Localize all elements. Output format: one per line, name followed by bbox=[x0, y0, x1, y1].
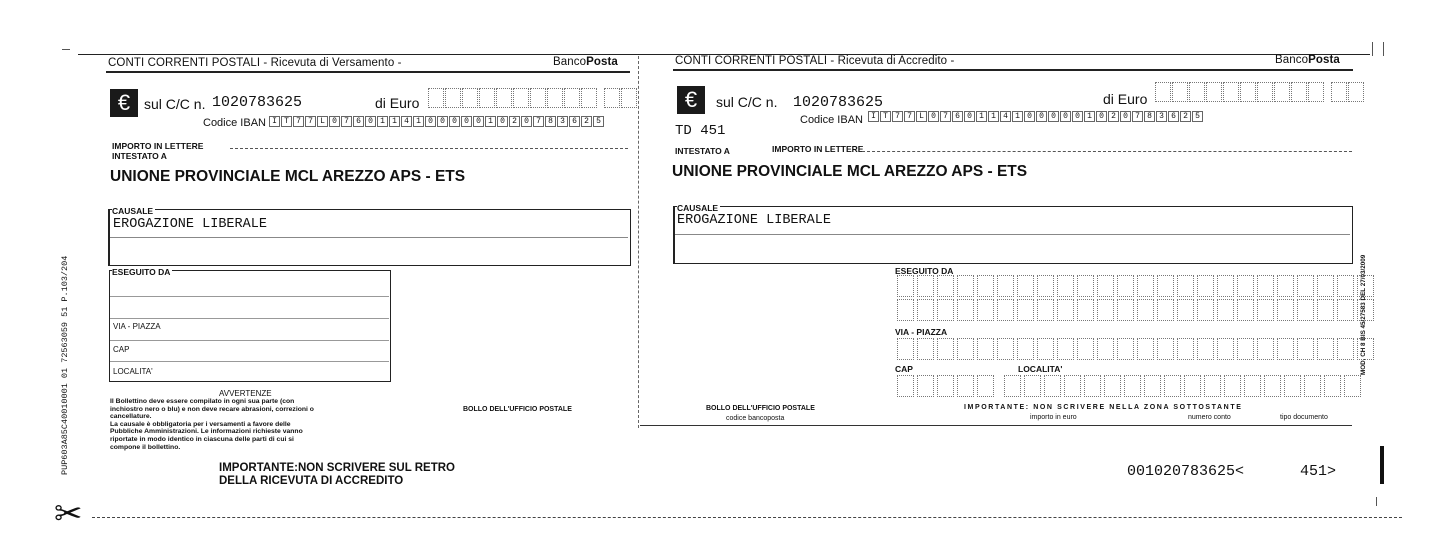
right-iban-label: Codice IBAN bbox=[800, 114, 863, 126]
avvertenze-line: inchiostro nero o blu) e non deve recare abrasioni, correzioni o bbox=[110, 405, 314, 413]
left-importo-line bbox=[230, 148, 628, 149]
input-char-box[interactable] bbox=[1017, 275, 1034, 297]
input-char-box[interactable] bbox=[1044, 375, 1061, 397]
left-brand bbox=[553, 56, 618, 68]
brand-prefix: Banco bbox=[553, 56, 587, 68]
amount-box[interactable] bbox=[513, 88, 529, 108]
input-char-box[interactable] bbox=[897, 375, 914, 397]
input-char-box[interactable] bbox=[1317, 275, 1334, 297]
input-char-box[interactable] bbox=[917, 375, 934, 397]
input-char-box[interactable] bbox=[1077, 275, 1094, 297]
input-char-box[interactable] bbox=[1177, 299, 1194, 321]
input-char-box[interactable] bbox=[937, 338, 954, 360]
left-important-line2: DELLA RICEVUTA DI ACCREDITO bbox=[219, 475, 404, 487]
left-eseguito-line1 bbox=[110, 296, 389, 297]
amount-box[interactable] bbox=[1206, 82, 1222, 102]
iban-char-box: 7 bbox=[904, 111, 915, 122]
input-char-box[interactable] bbox=[1164, 375, 1181, 397]
right-eseguito-label: ESEGUITO DA bbox=[895, 266, 954, 276]
right-intestato-label: INTESTATO A bbox=[675, 146, 730, 156]
iban-char-box: 7 bbox=[293, 116, 304, 127]
input-char-box[interactable] bbox=[957, 375, 974, 397]
input-char-box[interactable] bbox=[1037, 338, 1054, 360]
input-char-box[interactable] bbox=[897, 338, 914, 360]
input-char-box[interactable] bbox=[1337, 275, 1354, 297]
amount-box[interactable] bbox=[479, 88, 495, 108]
left-cap-line bbox=[110, 361, 389, 362]
iban-char-box: 0 bbox=[1048, 111, 1059, 122]
input-char-box[interactable] bbox=[1117, 299, 1134, 321]
amount-box[interactable] bbox=[1291, 82, 1307, 102]
right-brand bbox=[1275, 54, 1340, 66]
iban-char-box: 0 bbox=[461, 116, 472, 127]
cut-line bbox=[92, 517, 1402, 518]
brand-suffix: Posta bbox=[1308, 54, 1340, 66]
input-char-box[interactable] bbox=[937, 275, 954, 297]
iban-char-box: 2 bbox=[581, 116, 592, 127]
amount-box[interactable] bbox=[1274, 82, 1290, 102]
input-char-box[interactable] bbox=[1117, 338, 1134, 360]
iban-char-box: 0 bbox=[329, 116, 340, 127]
iban-char-box: 0 bbox=[449, 116, 460, 127]
left-bollo-label: BOLLO DELL'UFFICIO POSTALE bbox=[463, 406, 572, 413]
iban-char-box: 0 bbox=[1120, 111, 1131, 122]
input-char-box[interactable] bbox=[1277, 299, 1294, 321]
input-char-box[interactable] bbox=[1204, 375, 1221, 397]
input-char-box[interactable] bbox=[1297, 299, 1314, 321]
input-char-box[interactable] bbox=[1324, 375, 1341, 397]
input-char-box[interactable] bbox=[1244, 375, 1261, 397]
amount-box[interactable] bbox=[1257, 82, 1273, 102]
iban-char-box: 7 bbox=[892, 111, 903, 122]
left-account-number: 1020783625 bbox=[212, 94, 303, 111]
left-causale-divider bbox=[110, 237, 628, 238]
amount-box[interactable] bbox=[496, 88, 512, 108]
amount-box[interactable] bbox=[428, 88, 444, 108]
left-eseguito-label: ESEGUITO DA bbox=[112, 267, 171, 277]
input-char-box[interactable] bbox=[1144, 375, 1161, 397]
right-causale-divider bbox=[675, 234, 1350, 235]
input-char-box[interactable] bbox=[1197, 338, 1214, 360]
input-char-box[interactable] bbox=[1317, 338, 1334, 360]
iban-char-box: 6 bbox=[353, 116, 364, 127]
amount-box[interactable] bbox=[604, 88, 620, 108]
right-cap-row[interactable] bbox=[897, 375, 997, 397]
brand-prefix: Banco bbox=[1275, 54, 1309, 66]
right-small-tick bbox=[1376, 497, 1377, 506]
left-account-label: sul C/C n. bbox=[144, 96, 206, 112]
iban-char-box: 0 bbox=[473, 116, 484, 127]
iban-char-box: 1 bbox=[976, 111, 987, 122]
iban-char-box: 1 bbox=[1012, 111, 1023, 122]
iban-char-box: 6 bbox=[1168, 111, 1179, 122]
left-iban-boxes bbox=[269, 116, 605, 127]
input-char-box[interactable] bbox=[1137, 299, 1154, 321]
iban-char-box: 6 bbox=[952, 111, 963, 122]
left-header-title: CONTI CORRENTI POSTALI - Ricevuta di Versamento - bbox=[108, 57, 402, 69]
avvertenze-line: cancellature. bbox=[110, 413, 152, 421]
iban-char-box: 0 bbox=[1072, 111, 1083, 122]
input-char-box[interactable] bbox=[1237, 275, 1254, 297]
right-bollo-label: BOLLO DELL'UFFICIO POSTALE bbox=[706, 405, 815, 412]
right-header-rule bbox=[673, 69, 1353, 71]
input-char-box[interactable] bbox=[1217, 338, 1234, 360]
iban-char-box: 0 bbox=[497, 116, 508, 127]
iban-char-box: 2 bbox=[1180, 111, 1191, 122]
euro-icon: € bbox=[677, 86, 705, 114]
input-char-box[interactable] bbox=[1184, 375, 1201, 397]
input-char-box[interactable] bbox=[1084, 375, 1101, 397]
right-bar-mark bbox=[1380, 446, 1384, 484]
input-char-box[interactable] bbox=[977, 338, 994, 360]
input-char-box[interactable] bbox=[1064, 375, 1081, 397]
input-char-box[interactable] bbox=[1277, 275, 1294, 297]
iban-char-box: 5 bbox=[1192, 111, 1203, 122]
input-char-box[interactable] bbox=[897, 275, 914, 297]
right-account-label: sul C/C n. bbox=[716, 94, 778, 110]
avvertenze-line: compone il bollettino. bbox=[110, 443, 181, 451]
corner-mark bbox=[62, 49, 70, 50]
input-char-box[interactable] bbox=[1217, 299, 1234, 321]
right-numero-conto: numero conto bbox=[1188, 414, 1231, 421]
amount-box[interactable] bbox=[547, 88, 563, 108]
amount-box[interactable] bbox=[445, 88, 461, 108]
avvertenze-line: riportate in modo identico in ciascuna delle parti di cui si bbox=[110, 435, 294, 443]
input-char-box[interactable] bbox=[957, 275, 974, 297]
right-eseguito-row1[interactable] bbox=[897, 275, 1377, 297]
input-char-box[interactable] bbox=[1257, 275, 1274, 297]
left-important-line1: IMPORTANTE:NON SCRIVERE SUL RETRO bbox=[219, 462, 455, 474]
corner-mark-right bbox=[1372, 42, 1384, 56]
input-char-box[interactable] bbox=[1257, 299, 1274, 321]
left-importo-label: IMPORTO IN LETTERE bbox=[112, 141, 204, 151]
input-char-box[interactable] bbox=[1177, 338, 1194, 360]
amount-box[interactable] bbox=[621, 88, 637, 108]
amount-box[interactable] bbox=[564, 88, 580, 108]
input-char-box[interactable] bbox=[1037, 275, 1054, 297]
input-char-box[interactable] bbox=[917, 338, 934, 360]
iban-char-box: 2 bbox=[1108, 111, 1119, 122]
right-causale-value: EROGAZIONE LIBERALE bbox=[677, 213, 831, 228]
input-char-box[interactable] bbox=[917, 275, 934, 297]
input-char-box[interactable] bbox=[1104, 375, 1121, 397]
input-char-box[interactable] bbox=[1097, 275, 1114, 297]
receipt-separator bbox=[638, 56, 639, 428]
iban-char-box: 0 bbox=[1036, 111, 1047, 122]
input-char-box[interactable] bbox=[1257, 338, 1274, 360]
input-char-box[interactable] bbox=[917, 299, 934, 321]
iban-char-box: 1 bbox=[988, 111, 999, 122]
right-localita-label: LOCALITA' bbox=[1018, 364, 1063, 374]
iban-char-box: 6 bbox=[569, 116, 580, 127]
input-char-box[interactable] bbox=[1284, 375, 1301, 397]
input-char-box[interactable] bbox=[1177, 275, 1194, 297]
input-char-box[interactable] bbox=[1057, 299, 1074, 321]
left-via-line bbox=[110, 340, 389, 341]
left-iban-label: Codice IBAN bbox=[203, 117, 266, 129]
right-iban-boxes bbox=[868, 111, 1204, 122]
avvertenze-line: La causale è obbligatoria per i versamenti a favore delle bbox=[110, 420, 291, 428]
input-char-box[interactable] bbox=[1197, 299, 1214, 321]
iban-char-box: 0 bbox=[1024, 111, 1035, 122]
iban-char-box: 0 bbox=[1060, 111, 1071, 122]
iban-char-box: 7 bbox=[341, 116, 352, 127]
input-char-box[interactable] bbox=[1017, 338, 1034, 360]
right-cap-label: CAP bbox=[895, 364, 913, 374]
left-intestato-label: INTESTATO A bbox=[112, 151, 167, 161]
margin-code: PUP603A85C40010001 01 72563059 51 P.103/204 bbox=[60, 255, 70, 475]
iban-char-box: 5 bbox=[593, 116, 604, 127]
right-importo-line bbox=[862, 151, 1352, 152]
left-via-label: VIA - PIAZZA bbox=[113, 322, 161, 331]
avvertenze-line: Il Bollettino deve essere compilato in ogni sua parte (con bbox=[110, 398, 295, 405]
left-header-rule bbox=[106, 71, 630, 73]
input-char-box[interactable] bbox=[1077, 338, 1094, 360]
left-avvertenze-title: AVVERTENZE bbox=[219, 389, 272, 398]
iban-char-box: 4 bbox=[401, 116, 412, 127]
iban-char-box: 8 bbox=[545, 116, 556, 127]
right-ocr-code: 001020783625< bbox=[1127, 463, 1245, 480]
amount-box[interactable] bbox=[1240, 82, 1256, 102]
input-char-box[interactable] bbox=[1264, 375, 1281, 397]
iban-char-box: 1 bbox=[389, 116, 400, 127]
input-char-box[interactable] bbox=[1124, 375, 1141, 397]
amount-box[interactable] bbox=[1155, 82, 1171, 102]
iban-char-box: 2 bbox=[509, 116, 520, 127]
iban-char-box: 4 bbox=[1000, 111, 1011, 122]
input-char-box[interactable] bbox=[977, 275, 994, 297]
input-char-box[interactable] bbox=[1344, 375, 1361, 397]
iban-char-box: 0 bbox=[1096, 111, 1107, 122]
right-td-code: TD 451 bbox=[675, 123, 726, 139]
amount-box[interactable] bbox=[1172, 82, 1188, 102]
iban-char-box: 0 bbox=[964, 111, 975, 122]
input-char-box[interactable] bbox=[997, 338, 1014, 360]
left-amount-boxes[interactable] bbox=[428, 88, 638, 108]
right-header-title: CONTI CORRENTI POSTALI - Ricevuta di Accredito - bbox=[675, 55, 955, 67]
iban-char-box: 7 bbox=[940, 111, 951, 122]
iban-char-box: 7 bbox=[305, 116, 316, 127]
left-cap-label: CAP bbox=[113, 345, 130, 354]
amount-box[interactable] bbox=[1331, 82, 1347, 102]
iban-char-box: 1 bbox=[377, 116, 388, 127]
input-char-box[interactable] bbox=[1217, 275, 1234, 297]
input-char-box[interactable] bbox=[1137, 275, 1154, 297]
iban-char-box: I bbox=[269, 116, 280, 127]
input-char-box[interactable] bbox=[1237, 299, 1254, 321]
iban-char-box: 8 bbox=[1144, 111, 1155, 122]
iban-char-box: 0 bbox=[425, 116, 436, 127]
iban-char-box: 3 bbox=[1156, 111, 1167, 122]
amount-box[interactable] bbox=[1223, 82, 1239, 102]
right-via-row[interactable] bbox=[897, 338, 1377, 360]
right-importo-euro: importo in euro bbox=[1030, 414, 1077, 421]
input-char-box[interactable] bbox=[937, 299, 954, 321]
right-causale-label: CAUSALE bbox=[677, 203, 719, 213]
input-char-box[interactable] bbox=[1057, 338, 1074, 360]
iban-char-box: 7 bbox=[1132, 111, 1143, 122]
iban-char-box: 0 bbox=[365, 116, 376, 127]
amount-box[interactable] bbox=[462, 88, 478, 108]
iban-char-box: 1 bbox=[1084, 111, 1095, 122]
left-beneficiary: UNIONE PROVINCIALE MCL AREZZO APS - ETS bbox=[110, 168, 466, 185]
iban-char-box: 0 bbox=[437, 116, 448, 127]
amount-box[interactable] bbox=[581, 88, 597, 108]
input-char-box[interactable] bbox=[1097, 299, 1114, 321]
input-char-box[interactable] bbox=[957, 299, 974, 321]
left-eseguito-line2 bbox=[110, 318, 389, 319]
amount-box[interactable] bbox=[1348, 82, 1364, 102]
input-char-box[interactable] bbox=[1157, 299, 1174, 321]
right-bottom-rule bbox=[640, 425, 1352, 426]
input-char-box[interactable] bbox=[997, 275, 1014, 297]
right-account-number: 1020783625 bbox=[793, 94, 884, 111]
input-char-box[interactable] bbox=[977, 299, 994, 321]
input-char-box[interactable] bbox=[1237, 338, 1254, 360]
input-char-box[interactable] bbox=[1077, 299, 1094, 321]
left-avvertenze bbox=[110, 398, 392, 451]
brand-suffix: Posta bbox=[586, 56, 618, 68]
right-amount-boxes[interactable] bbox=[1155, 82, 1365, 102]
iban-char-box: T bbox=[880, 111, 891, 122]
scissors-icon: ✂ bbox=[54, 495, 83, 533]
input-char-box[interactable] bbox=[997, 299, 1014, 321]
iban-char-box: 1 bbox=[485, 116, 496, 127]
left-causale-label: CAUSALE bbox=[112, 206, 154, 216]
input-char-box[interactable] bbox=[1157, 338, 1174, 360]
iban-char-box: L bbox=[317, 116, 328, 127]
input-char-box[interactable] bbox=[1157, 275, 1174, 297]
input-char-box[interactable] bbox=[1317, 299, 1334, 321]
iban-char-box: 7 bbox=[533, 116, 544, 127]
right-codice-label: codice bancoposta bbox=[726, 415, 785, 422]
euro-icon: € bbox=[110, 89, 138, 117]
right-importo-label: IMPORTO IN LETTERE bbox=[772, 144, 864, 154]
input-char-box[interactable] bbox=[957, 338, 974, 360]
right-eseguito-row2[interactable] bbox=[897, 299, 1377, 321]
right-ocr-type: 451> bbox=[1300, 463, 1337, 480]
right-mod-text: MOD. CH 8 BIS 45/27583 DEL 27/03/2009 bbox=[1360, 254, 1367, 375]
right-tipo-documento: tipo documento bbox=[1280, 414, 1328, 421]
input-char-box[interactable] bbox=[1304, 375, 1321, 397]
input-char-box[interactable] bbox=[1197, 275, 1214, 297]
amount-box[interactable] bbox=[1308, 82, 1324, 102]
right-important-zone: IMPORTANTE: NON SCRIVERE NELLA ZONA SOTTOSTANTE bbox=[964, 404, 1243, 411]
iban-char-box: 0 bbox=[928, 111, 939, 122]
iban-char-box: T bbox=[281, 116, 292, 127]
right-euro-label: di Euro bbox=[1103, 91, 1148, 107]
avvertenze-line: Pubbliche Amministrazioni. Le informazioni richieste vanno bbox=[110, 428, 303, 436]
input-char-box[interactable] bbox=[1297, 275, 1314, 297]
input-char-box[interactable] bbox=[1097, 338, 1114, 360]
input-char-box[interactable] bbox=[1337, 338, 1354, 360]
iban-char-box: 3 bbox=[557, 116, 568, 127]
iban-char-box: 1 bbox=[413, 116, 424, 127]
input-char-box[interactable] bbox=[1004, 375, 1021, 397]
input-char-box[interactable] bbox=[1277, 338, 1294, 360]
right-localita-row[interactable] bbox=[1004, 375, 1364, 397]
input-char-box[interactable] bbox=[1137, 338, 1154, 360]
input-char-box[interactable] bbox=[977, 375, 994, 397]
input-char-box[interactable] bbox=[1037, 299, 1054, 321]
right-via-label: VIA - PIAZZA bbox=[895, 327, 948, 337]
left-euro-label: di Euro bbox=[375, 95, 420, 111]
input-char-box[interactable] bbox=[1024, 375, 1041, 397]
input-char-box[interactable] bbox=[1117, 275, 1134, 297]
input-char-box[interactable] bbox=[1337, 299, 1354, 321]
input-char-box[interactable] bbox=[1224, 375, 1241, 397]
iban-char-box: 0 bbox=[521, 116, 532, 127]
iban-char-box: I bbox=[868, 111, 879, 122]
amount-box[interactable] bbox=[530, 88, 546, 108]
left-localita-label: LOCALITA' bbox=[113, 367, 153, 376]
right-beneficiary: UNIONE PROVINCIALE MCL AREZZO APS - ETS bbox=[672, 163, 1028, 180]
input-char-box[interactable] bbox=[937, 375, 954, 397]
left-causale-value: EROGAZIONE LIBERALE bbox=[113, 217, 267, 232]
amount-box[interactable] bbox=[1189, 82, 1205, 102]
input-char-box[interactable] bbox=[1297, 338, 1314, 360]
input-char-box[interactable] bbox=[1017, 299, 1034, 321]
input-char-box[interactable] bbox=[1057, 275, 1074, 297]
iban-char-box: L bbox=[916, 111, 927, 122]
input-char-box[interactable] bbox=[897, 299, 914, 321]
